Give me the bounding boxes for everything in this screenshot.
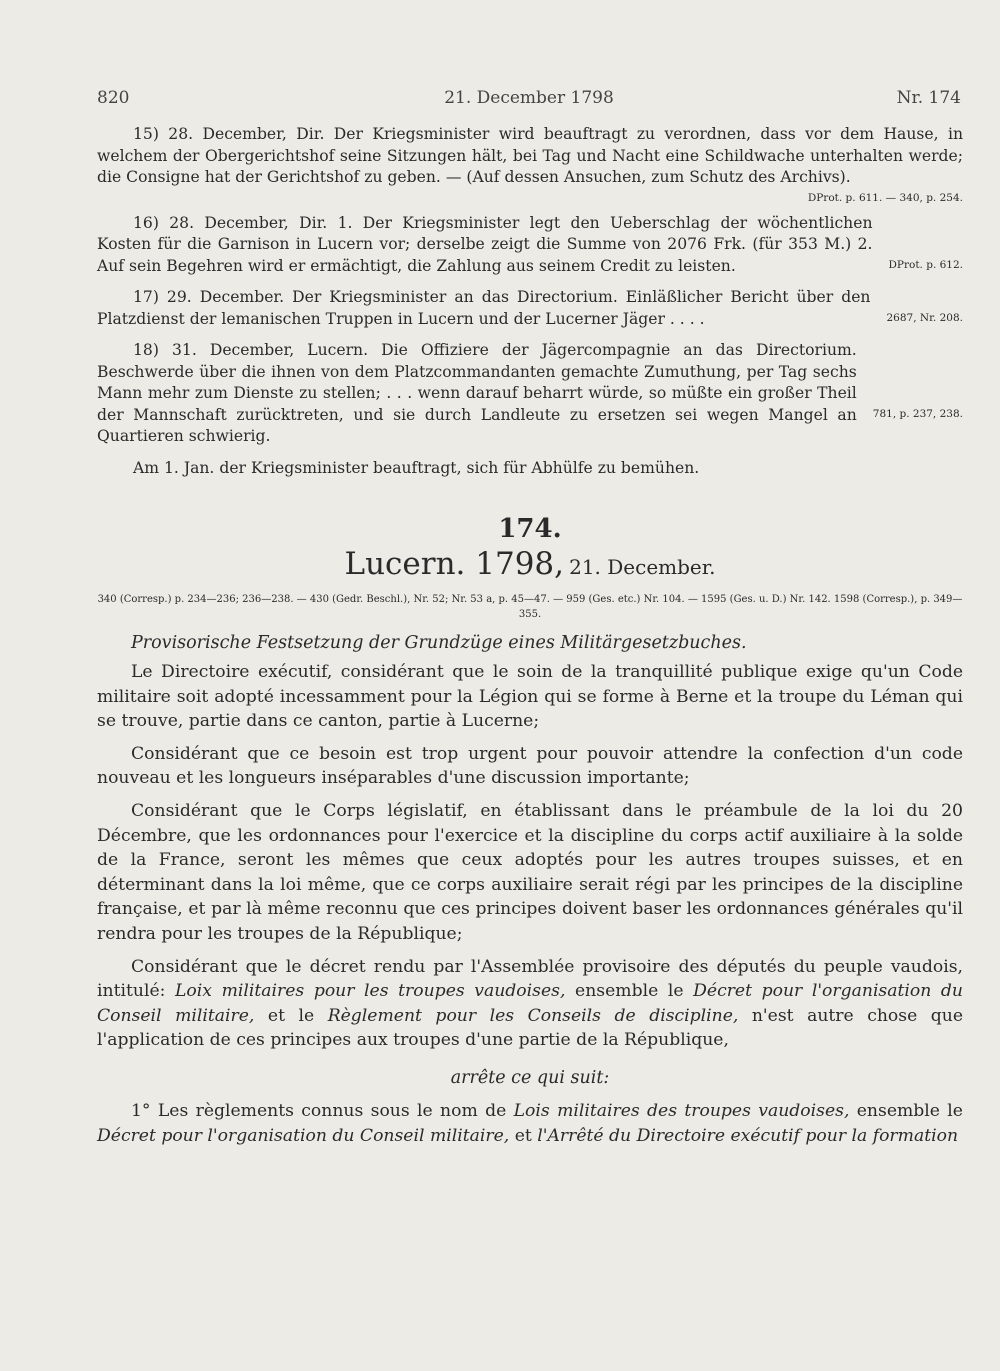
paragraph-text: Considérant que le décret rendu par l'Assemblée provisoire des députés du peuple vaudois, intitulé:	[97, 956, 963, 1002]
paragraph-text: Considérant que ce besoin est trop urgent pour pouvoir attendre la confection d'un code nouveau et les longueurs inséparables d'une discussion importante;	[97, 743, 963, 789]
article-1	[97, 1099, 963, 1148]
paragraph-2	[97, 742, 963, 791]
paragraph-text: et	[509, 1125, 538, 1146]
entry-17	[97, 287, 963, 330]
document-place-year: Lucern. 1798,	[344, 546, 564, 582]
paragraph-text: 1° Les règlements connus sous le nom de	[131, 1100, 514, 1121]
entry-15	[97, 124, 963, 189]
header-number: Nr. 174	[896, 88, 961, 108]
entry-reference: 2687, Nr. 208.	[886, 312, 963, 324]
document-subject: Provisorische Festsetzung der Grundzüge eines Militärgesetzbuches.	[131, 633, 747, 653]
header-date: 21. December 1798	[444, 88, 614, 108]
paragraph-1	[97, 660, 963, 734]
paragraph-text: Considérant que le Corps législatif, en établissant dans le préambule de la loi du 20 Décembre, que les ordonnances pour l'exercice et la discipline du corps actif auxiliaire à la solde de la France, seront les mêmes que ceux adoptés pour les autres troupes suisses, et en déterminant dans la loi même, que ce corps auxiliaire serait régi par les principes de la discipline française, et par là même reconnu que ces principes doivent baser les ordonnances générales qu'il rendra pour les troupes de la République;	[97, 800, 963, 944]
document-number: 174.	[498, 514, 562, 544]
document-sources: 340 (Corresp.) p. 234—236; 236—238. — 430 (Gedr. Beschl.), Nr. 52; Nr. 53 a, p. 45—47. — 959 (Ges. etc.) Nr. 104. — 1595 (Ges. u. D.) Nr. 142. 1598 (Corresp.), p. 349—355.	[97, 594, 963, 620]
entry-16	[97, 213, 963, 278]
paragraph-text: ensemble le	[565, 981, 694, 1002]
italic-title: Règlement pour les Conseils de discipline,	[327, 1005, 739, 1026]
paragraph-text: Le Directoire exécutif, considérant que le soin de la tranquillité publique exige qu'un Code militaire soit adopté incessamment pour la Légion qui se forme à Berne et la troupe du Léman qui se trouve, partie dans ce canton, partie à Lucerne;	[97, 662, 963, 732]
italic-title: l'Arrêté du Directoire exécutif pour la formation	[537, 1125, 959, 1146]
document-date: 21. December.	[569, 555, 716, 579]
entry-text: 18) 31. December, Lucern. Die Offiziere der Jägercompagnie an das Directorium. Beschwerde über die ihnen von dem Platzcommandanten gemachte Zumuthung, per Tag sechs Mann mehr zum Dienste zu stellen; . . . wenn darauf beharrt würde, so müßte ein großer Theil der Mannschaft zurücktreten, und sie durch Landleute zu ersetzen sei wegen Mangel an Quartieren schwierig.	[97, 341, 857, 445]
entry-text: 15) 28. December, Dir. Der Kriegsminister wird beauftragt zu verordnen, dass vor dem Hause, in welchem der Obergerichtshof seine Sitzungen hält, bei Tag und Nacht eine Schildwache unterhalten werde; die Consigne hat der Gerichtshof zu geben. — (Auf dessen Ansuchen, zum Schutz des Archivs).	[97, 125, 963, 186]
document-title	[97, 545, 963, 588]
italic-title: Décret pour l'organisation du Conseil militaire,	[97, 981, 963, 1026]
italic-title: Loix militaires pour les troupes vaudoises,	[175, 981, 566, 1002]
paragraph-3	[97, 799, 963, 947]
entry-text: 16) 28. December, Dir. 1. Der Kriegsminister legt den Ueberschlag der wöchentlichen Kosten für die Garnison in Lucern vor; derselbe zeigt die Summe von 2076 Frk. (für 353 M.) 2. Auf sein Begehren wird er ermächtigt, die Zahlung aus seinem Credit zu leisten.	[97, 213, 873, 275]
paragraph-text: et le	[254, 1005, 328, 1026]
entry-reference: DProt. p. 611. — 340, p. 254.	[807, 191, 963, 204]
running-header	[97, 88, 961, 114]
entry-reference: DProt. p. 612.	[888, 258, 963, 271]
entry-text: 17) 29. December. Der Kriegsminister an das Directorium. Einläßlicher Bericht über den Platzdienst der lemanischen Truppen in Lucern und der Lucerner Jäger . . . .	[97, 288, 871, 328]
page-number: 820	[97, 88, 130, 108]
entry-followup	[97, 458, 963, 480]
italic-title: Décret pour l'organisation du Conseil militaire,	[97, 1125, 510, 1146]
entry-reference: 781, p. 237, 238.	[872, 408, 963, 420]
paragraph-text: n'est autre chose que l'application de ces principes aux troupes d'une partie de la République,	[97, 1005, 964, 1051]
paragraph-4	[97, 955, 963, 1053]
entry-18	[97, 340, 963, 448]
paragraph-text: ensemble le	[849, 1100, 963, 1121]
text-column	[97, 124, 963, 1156]
italic-title: Lois militaires des troupes vaudoises,	[513, 1100, 850, 1121]
arrete-heading: arrête ce qui suit:	[450, 1067, 610, 1088]
entry-text: Am 1. Jan. der Kriegsminister beauftragt, sich für Abhülfe zu bemühen.	[133, 458, 700, 477]
